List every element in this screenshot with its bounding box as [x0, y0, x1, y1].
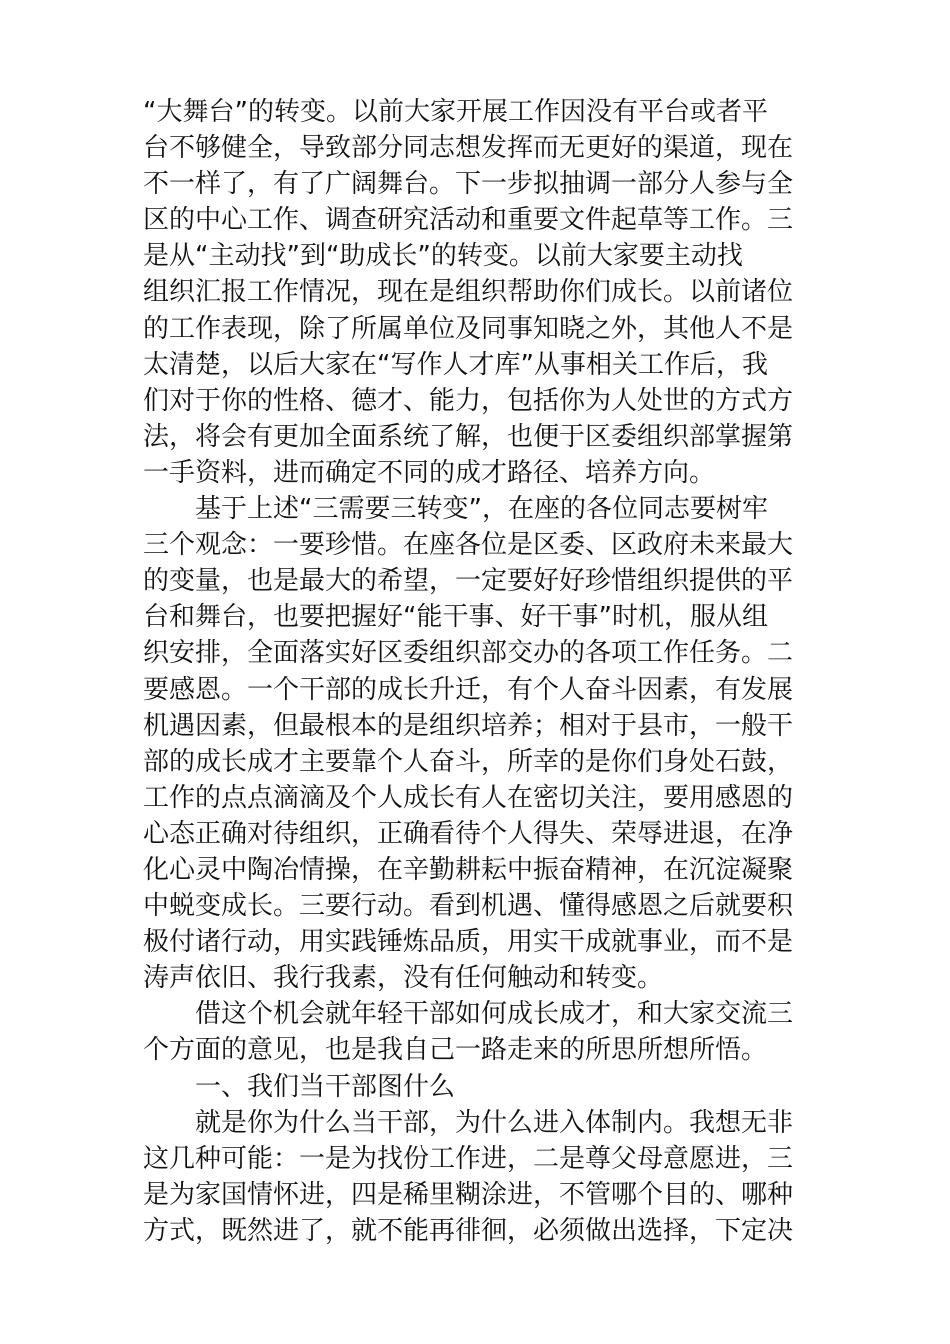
text-line: 太清楚，以后大家在“写作人才库”从事相关工作后，我: [143, 349, 768, 380]
text-line: 的工作表现，除了所属单位及同事知晓之外，其他人不是: [143, 313, 794, 344]
text-line: 中蜕变成长。三要行动。看到机遇、懂得感恩之后就要积: [143, 891, 794, 922]
text-line: 台不够健全，导致部分同志想发挥而无更好的渠道，现在: [143, 133, 794, 164]
text-line: 就是你为什么当干部，为什么进入体制内。我想无非: [195, 1107, 794, 1138]
text-line: 工作的点点滴滴及个人成长有人在密切关注，要用感恩的: [143, 782, 794, 813]
text-line: 要感恩。一个干部的成长升迁，有个人奋斗因素，有发展: [143, 674, 794, 705]
text-line: 是从“主动找”到“助成长”的转变。以前大家要主动找: [143, 241, 743, 272]
text-line: 组织汇报工作情况，现在是组织帮助你们成长。以前诸位: [143, 277, 794, 308]
text-line: 机遇因素，但最根本的是组织培养；相对于县市，一般干: [143, 710, 794, 741]
text-line: 织安排，全面落实好区委组织部交办的各项工作任务。二: [143, 638, 794, 669]
text-line: 涛声依旧、我行我素，没有任何触动和转变。: [143, 963, 664, 994]
text-line: 化心灵中陶冶情操，在辛勤耕耘中振奋精神，在沉淀凝聚: [143, 854, 794, 885]
text-line: 个方面的意见，也是我自己一路走来的所思所想所悟。: [143, 1035, 768, 1066]
text-line: 基于上述“三需要三转变”，在座的各位同志要树牢: [195, 494, 768, 525]
text-line: 的变量，也是最大的希望，一定要好好珍惜组织提供的平: [143, 566, 794, 597]
body-text: [143, 94, 807, 1249]
text-line: 方式，既然进了，就不能再徘徊，必须做出选择，下定决: [143, 1215, 794, 1246]
text-line: 借这个机会就年轻干部如何成长成才，和大家交流三: [195, 999, 794, 1030]
text-line: 极付诸行动，用实践锤炼品质，用实干成就事业，而不是: [143, 927, 794, 958]
text-line: 这几种可能：一是为找份工作进，二是尊父母意愿进，三: [143, 1143, 794, 1174]
text-line: 三个观念：一要珍惜。在座各位是区委、区政府未来最大: [143, 530, 794, 561]
text-line: 心态正确对待组织，正确看待个人得失、荣辱进退，在净: [143, 818, 794, 849]
text-line: 一、我们当干部图什么: [195, 1071, 456, 1102]
text-line: 是为家国情怀进，四是稀里糊涂进，不管哪个目的、哪种: [143, 1179, 794, 1210]
text-line: 们对于你的性格、德才、能力，包括你为人处世的方式方: [143, 385, 794, 416]
text-line: 部的成长成才主要靠个人奋斗，所幸的是你们身处石鼓，: [143, 746, 794, 777]
text-line: 不一样了，有了广阔舞台。下一步拟抽调一部分人参与全: [143, 169, 794, 200]
text-line: 一手资料，进而确定不同的成才路径、培养方向。: [143, 457, 716, 488]
text-line: “大舞台”的转变。以前大家开展工作因没有平台或者平: [143, 97, 768, 127]
text-line: 法，将会有更加全面系统了解，也便于区委组织部掌握第: [143, 421, 794, 452]
text-line: 区的中心工作、调查研究活动和重要文件起草等工作。三: [143, 205, 794, 236]
text-line: 台和舞台，也要把握好“能干事、好干事”时机，服从组: [143, 602, 768, 633]
